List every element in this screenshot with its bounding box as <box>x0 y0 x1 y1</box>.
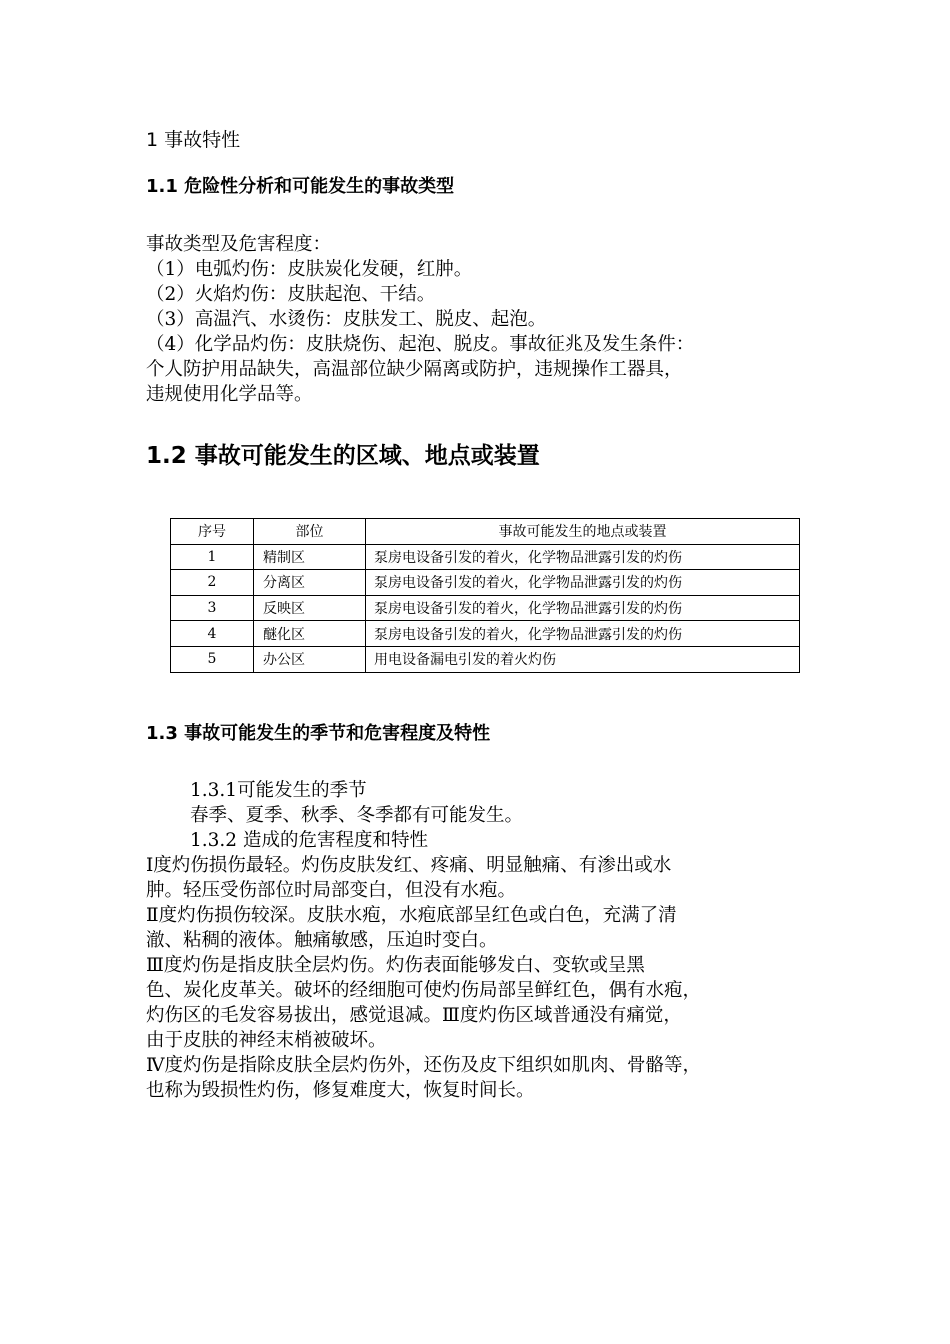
paragraph-line: （4）化学品灼伤：皮肤烧伤、起泡、脱皮。事故征兆及发生条件： <box>146 334 695 355</box>
section-1-2-heading: 1.2 事故可能发生的区域、地点或装置 <box>146 443 540 469</box>
paragraph-line: 个人防护用品缺失，高温部位缺少隔离或防护，违规操作工器具， <box>146 359 683 380</box>
table-row <box>171 544 800 570</box>
subheading-1-3-1: 1.3.1可能发生的季节 <box>190 780 367 801</box>
table-cell: 用电设备漏电引发的着火灼伤 <box>366 646 800 672</box>
paragraph-line: 春季、夏季、秋季、冬季都有可能发生。 <box>190 805 524 826</box>
table-row <box>171 595 800 621</box>
paragraph-line: （2）火焰灼伤：皮肤起泡、干结。 <box>146 284 436 305</box>
section-1-heading: 1 事故特性 <box>146 129 241 151</box>
paragraph-line: 灼伤区的毛发容易拔出，感觉退减。Ⅲ度灼伤区域普通没有痛觉， <box>146 1005 682 1026</box>
table-cell: 精制区 <box>254 544 366 570</box>
paragraph-line: Ⅱ度灼伤损伤较深。皮肤水疱，水疱底部呈红色或白色，充满了清 <box>146 905 677 926</box>
table-cell: 泵房电设备引发的着火，化学物品泄露引发的灼伤 <box>366 570 800 596</box>
header-cell-area: 部位 <box>254 519 366 545</box>
paragraph-line: （1）电弧灼伤：皮肤炭化发硬，红肿。 <box>146 259 473 280</box>
table-cell: 4 <box>171 621 254 647</box>
table-cell: 反映区 <box>254 595 366 621</box>
table-row <box>171 570 800 596</box>
header-cell-location: 事故可能发生的地点或装置 <box>366 519 800 545</box>
table-row <box>171 646 800 672</box>
table-cell: 泵房电设备引发的着火，化学物品泄露引发的灼伤 <box>366 544 800 570</box>
accident-types-paragraph <box>146 232 826 407</box>
table-cell: 3 <box>171 595 254 621</box>
paragraph-line: 澈、粘稠的液体。触痛敏感，压迫时变白。 <box>146 930 498 951</box>
paragraph-line: Ⅰ度灼伤损伤最轻。灼伤皮肤发红、疼痛、明显触痛、有渗出或水 <box>146 855 672 876</box>
table-row <box>171 621 800 647</box>
paragraph-line: 由于皮肤的神经末梢被破坏。 <box>146 1030 387 1051</box>
table-header-row <box>171 519 800 545</box>
paragraph-line: 肿。轻压受伤部位时局部变白，但没有水疱。 <box>146 880 517 901</box>
season-severity-paragraph <box>146 778 826 1103</box>
paragraph-line: 也称为毁损性灼伤，修复难度大，恢复时间长。 <box>146 1080 535 1101</box>
table-cell: 5 <box>171 646 254 672</box>
table-cell: 醚化区 <box>254 621 366 647</box>
table-cell: 分离区 <box>254 570 366 596</box>
table-cell: 泵房电设备引发的着火，化学物品泄露引发的灼伤 <box>366 595 800 621</box>
table-cell: 1 <box>171 544 254 570</box>
paragraph-line: （3）高温汽、水烫伤：皮肤发工、脱皮、起泡。 <box>146 309 547 330</box>
table-cell: 2 <box>171 570 254 596</box>
paragraph-line: 色、炭化皮革关。破坏的经细胞可使灼伤局部呈鲜红色，偶有水疱， <box>146 980 702 1001</box>
subheading-1-3-2: 1.3.2 造成的危害程度和特性 <box>190 830 428 851</box>
paragraph-line: Ⅲ度灼伤是指皮肤全层灼伤。灼伤表面能够发白、变软或呈黑 <box>146 955 645 976</box>
accident-location-table <box>170 518 800 673</box>
paragraph-line: Ⅳ度灼伤是指除皮肤全层灼伤外，还伤及皮下组织如肌肉、骨骼等， <box>146 1055 701 1076</box>
paragraph-line: 违规使用化学品等。 <box>146 384 313 405</box>
section-1-3-heading: 1.3 事故可能发生的季节和危害程度及特性 <box>146 723 491 744</box>
paragraph-line: 事故类型及危害程度： <box>146 234 332 255</box>
section-1-1-heading: 1.1 危险性分析和可能发生的事故类型 <box>146 176 455 197</box>
table-cell: 泵房电设备引发的着火，化学物品泄露引发的灼伤 <box>366 621 800 647</box>
table-cell: 办公区 <box>254 646 366 672</box>
header-cell-number: 序号 <box>171 519 254 545</box>
